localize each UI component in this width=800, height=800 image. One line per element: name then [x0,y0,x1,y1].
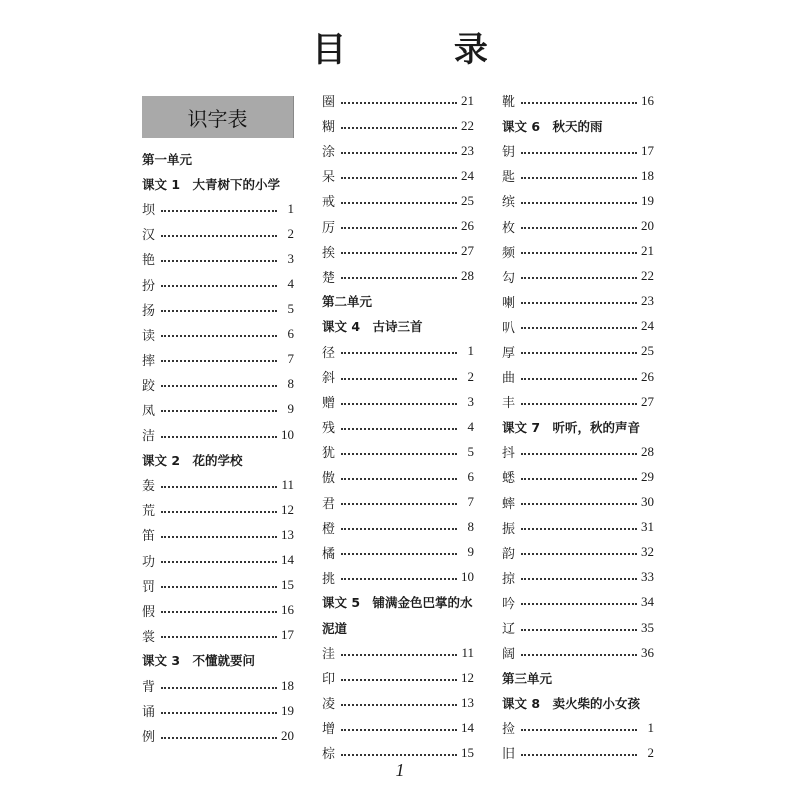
dot-leader [341,453,457,455]
toc-entry-char: 残 [322,421,336,437]
toc-entry-page: 2 [287,225,294,241]
dot-leader [521,277,637,279]
dot-leader [341,202,457,204]
toc-entry-char: 假 [142,604,156,620]
toc-entry-page: 5 [467,443,474,459]
toc-entry-char: 凌 [322,697,336,713]
toc-entry-page: 8 [287,376,294,392]
toc-entry [502,163,654,188]
toc-entry-char: 厉 [322,220,336,236]
toc-entry [502,640,654,665]
toc-entry-char: 橘 [322,546,336,562]
dot-leader [521,528,637,530]
dot-leader [341,378,457,380]
dot-leader [341,352,457,354]
toc-column-1 [142,146,294,748]
dot-leader [161,636,277,638]
toc-entry-page: 20 [281,727,294,743]
toc-entry [142,322,294,347]
toc-entry [142,196,294,221]
toc-heading: 课文 3 不懂就要问 [142,653,256,669]
dot-leader [161,285,277,287]
toc-heading: 课文 4 古诗三首 [322,319,423,335]
toc-entry [142,271,294,296]
toc-entry-char: 抖 [502,446,516,462]
toc-entry-char: 吟 [502,596,516,612]
toc-entry [322,464,474,489]
toc-entry-char: 扮 [142,278,156,294]
dot-leader [161,436,277,438]
toc-entry [502,615,654,640]
dot-leader [521,352,637,354]
toc-entry-char: 曲 [502,371,516,387]
dot-leader [521,503,637,505]
toc-entry-char: 赠 [322,396,336,412]
toc-entry-char: 靴 [502,95,516,111]
dot-leader [521,654,637,656]
toc-entry-page: 2 [647,744,654,760]
toc-entry-page: 28 [641,443,654,459]
page-title: 目 录 [312,30,536,70]
toc-entry-page: 36 [641,644,654,660]
toc-entry-char: 叭 [502,320,516,336]
toc-entry-page: 34 [641,594,654,610]
dot-leader [161,712,277,714]
toc-heading: 泥道 [322,620,348,636]
toc-entry-page: 17 [281,627,294,643]
toc-entry [142,246,294,271]
toc-entry-char: 摔 [142,353,156,369]
toc-entry-page: 19 [281,702,294,718]
toc-entry [502,389,654,414]
toc-entry-page: 21 [461,92,474,108]
dot-leader [521,629,637,631]
dot-leader [341,252,457,254]
toc-entry-page: 1 [467,343,474,359]
toc-entry-char: 辽 [502,622,516,638]
toc-entry [502,540,654,565]
dot-leader [161,360,277,362]
toc-heading: 课文 2 花的学校 [142,452,243,468]
toc-entry [502,289,654,314]
toc-entry-char: 背 [142,680,156,696]
toc-entry-page: 4 [467,418,474,434]
dot-leader [521,202,637,204]
toc-entry-page: 21 [641,243,654,259]
toc-entry-char: 挨 [322,245,336,261]
toc-entry [502,364,654,389]
dot-leader [161,385,277,387]
toc-entry-page: 16 [281,602,294,618]
dot-leader [161,737,277,739]
toc-entry-char: 缤 [502,195,516,211]
toc-entry-char: 糊 [322,120,336,136]
dot-leader [341,679,457,681]
toc-entry-char: 洁 [142,429,156,445]
toc-entry-char: 笛 [142,529,156,545]
toc-entry-page: 33 [641,569,654,585]
toc-entry-char: 荒 [142,504,156,520]
toc-entry-page: 20 [641,218,654,234]
dot-leader [161,536,277,538]
toc-entry-page: 27 [641,393,654,409]
toc-column-3 [502,88,654,766]
toc-entry [502,515,654,540]
dot-leader [341,177,457,179]
toc-entry [142,372,294,397]
dot-leader [521,177,637,179]
dot-leader [521,453,637,455]
toc-entry-char: 旧 [502,747,516,763]
toc-entry [322,715,474,740]
toc-entry [322,339,474,364]
toc-entry [142,598,294,623]
toc-entry [322,565,474,590]
toc-heading: 第三单元 [502,670,553,686]
toc-entry-char: 蟋 [502,471,516,487]
dot-leader [341,754,457,756]
dot-leader [161,611,277,613]
toc-entry-page: 32 [641,544,654,560]
toc-entry [502,314,654,339]
dot-leader [341,127,457,129]
toc-entry-page: 6 [287,326,294,342]
toc-entry-page: 19 [641,192,654,208]
dot-leader [341,403,457,405]
toc-entry-char: 振 [502,521,516,537]
toc-entry-char: 频 [502,245,516,261]
toc-entry-page: 15 [461,744,474,760]
dot-leader [161,260,277,262]
toc-entry [502,490,654,515]
toc-entry-char: 汉 [142,228,156,244]
toc-entry-page: 12 [461,669,474,685]
toc-entry-char: 圈 [322,95,336,111]
toc-entry [502,715,654,740]
toc-entry [142,472,294,497]
dot-leader [341,102,457,104]
toc-entry-char: 戒 [322,195,336,211]
toc-entry-char: 读 [142,328,156,344]
toc-entry [322,213,474,238]
toc-entry-page: 5 [287,301,294,317]
toc-entry [322,88,474,113]
toc-entry [322,640,474,665]
dot-leader [161,210,277,212]
toc-heading: 课文 6 秋天的雨 [502,118,603,134]
toc-entry [322,515,474,540]
toc-entry-char: 傲 [322,471,336,487]
toc-entry [322,113,474,138]
toc-entry-char: 阔 [502,647,516,663]
toc-entry-char: 裳 [142,629,156,645]
dot-leader [521,252,637,254]
toc-entry [502,439,654,464]
toc-entry [502,213,654,238]
toc-entry-page: 26 [461,218,474,234]
toc-entry [142,723,294,748]
toc-entry [142,698,294,723]
dot-leader [161,561,277,563]
toc-entry-page: 29 [641,468,654,484]
toc-entry-page: 3 [287,250,294,266]
toc-entry-char: 钥 [502,145,516,161]
toc-entry [502,464,654,489]
toc-entry-char: 匙 [502,170,516,186]
toc-entry [502,565,654,590]
toc-entry-page: 25 [641,343,654,359]
toc-entry [142,497,294,522]
toc-entry-char: 印 [322,672,336,688]
toc-entry [322,264,474,289]
toc-entry-char: 诵 [142,705,156,721]
toc-entry-page: 9 [287,401,294,417]
toc-entry-char: 犹 [322,446,336,462]
toc-entry [502,88,654,113]
toc-entry-char: 勾 [502,270,516,286]
dot-leader [341,553,457,555]
toc-entry [142,347,294,372]
toc-entry-page: 4 [287,276,294,292]
toc-entry-page: 13 [461,694,474,710]
toc-entry [322,414,474,439]
dot-leader [521,578,637,580]
dot-leader [341,503,457,505]
toc-entry [142,422,294,447]
toc-heading: 第二单元 [322,294,373,310]
toc-entry-char: 厚 [502,345,516,361]
toc-entry-char: 艳 [142,253,156,269]
dot-leader [521,378,637,380]
toc-entry [142,297,294,322]
toc-entry [322,364,474,389]
dot-leader [341,729,457,731]
toc-entry [142,548,294,573]
toc-entry-char: 扬 [142,303,156,319]
toc-entry [142,221,294,246]
section-banner-label: 识字表 [187,106,248,131]
toc-heading: 课文 8 卖火柴的小女孩 [502,695,641,711]
toc-entry-char: 挑 [322,571,336,587]
dot-leader [341,227,457,229]
toc-entry-char: 韵 [502,546,516,562]
toc-entry-char: 喇 [502,295,516,311]
toc-entry-char: 呆 [322,170,336,186]
toc-entry-char: 轰 [142,479,156,495]
toc-entry-page: 3 [467,393,474,409]
toc-entry [322,490,474,515]
toc-entry-char: 坝 [142,203,156,219]
toc-entry-page: 16 [641,92,654,108]
toc-entry-page: 9 [467,544,474,560]
toc-entry [502,339,654,364]
dot-leader [521,102,637,104]
toc-entry [322,540,474,565]
toc-entry-page: 7 [287,351,294,367]
dot-leader [161,310,277,312]
toc-entry-char: 涂 [322,145,336,161]
page-number: 1 [395,760,405,780]
toc-entry [322,163,474,188]
toc-entry-char: 例 [142,730,156,746]
toc-entry [502,590,654,615]
dot-leader [161,486,277,488]
toc-entry [142,673,294,698]
toc-entry [502,239,654,264]
toc-entry-page: 10 [461,569,474,585]
toc-entry-char: 丰 [502,396,516,412]
toc-entry [502,138,654,163]
toc-entry [322,239,474,264]
dot-leader [161,586,277,588]
toc-entry [142,573,294,598]
dot-leader [341,152,457,154]
toc-entry-page: 17 [641,142,654,158]
toc-entry-page: 7 [467,494,474,510]
toc-entry-page: 18 [641,167,654,183]
toc-entry-page: 10 [281,426,294,442]
dot-leader [341,478,457,480]
toc-entry [322,389,474,414]
dot-leader [521,327,637,329]
toc-entry-page: 31 [641,519,654,535]
toc-entry [142,397,294,422]
toc-entry [322,665,474,690]
toc-entry-page: 1 [647,719,654,735]
toc-entry-char: 功 [142,554,156,570]
dot-leader [161,687,277,689]
dot-leader [341,428,457,430]
toc-entry-page: 1 [287,200,294,216]
toc-entry-page: 11 [461,644,474,660]
dot-leader [521,729,637,731]
dot-leader [341,578,457,580]
dot-leader [521,227,637,229]
toc-heading: 第一单元 [142,151,193,167]
toc-entry-char: 橙 [322,521,336,537]
toc-entry-char: 凤 [142,403,156,419]
toc-entry-page: 35 [641,619,654,635]
dot-leader [521,152,637,154]
dot-leader [341,654,457,656]
toc-entry-page: 11 [281,476,294,492]
toc-entry-char: 楚 [322,270,336,286]
toc-entry-char: 跤 [142,378,156,394]
toc-entry-page: 22 [641,268,654,284]
toc-entry-page: 26 [641,368,654,384]
dot-leader [161,511,277,513]
toc-entry-char: 棕 [322,747,336,763]
toc-entry-page: 14 [281,552,294,568]
toc-entry [502,188,654,213]
dot-leader [521,478,637,480]
dot-leader [341,528,457,530]
toc-entry-page: 8 [467,519,474,535]
toc-entry-char: 捡 [502,722,516,738]
toc-entry-page: 30 [641,494,654,510]
toc-entry [322,188,474,213]
toc-entry-char: 径 [322,345,336,361]
toc-entry-char: 斜 [322,371,336,387]
toc-entry-page: 24 [461,167,474,183]
toc-entry-page: 2 [467,368,474,384]
toc-entry-char: 洼 [322,647,336,663]
dot-leader [521,302,637,304]
toc-entry-page: 25 [461,192,474,208]
toc-entry-page: 15 [281,577,294,593]
toc-entry-page: 24 [641,318,654,334]
toc-entry-page: 27 [461,243,474,259]
dot-leader [521,553,637,555]
toc-entry-page: 14 [461,719,474,735]
toc-entry-char: 枚 [502,220,516,236]
toc-heading: 课文 1 大青树下的小学 [142,176,281,192]
dot-leader [341,277,457,279]
toc-entry-char: 增 [322,722,336,738]
toc-entry-page: 13 [281,526,294,542]
toc-entry [322,439,474,464]
toc-entry-page: 28 [461,268,474,284]
toc-entry-char: 蟀 [502,496,516,512]
toc-entry [322,138,474,163]
dot-leader [161,410,277,412]
toc-entry-char: 掠 [502,571,516,587]
toc-heading: 课文 7 听听，秋的声音 [502,419,641,435]
dot-leader [521,754,637,756]
toc-column-2 [322,88,474,766]
toc-entry [142,623,294,648]
toc-entry-page: 6 [467,468,474,484]
toc-entry-char: 罚 [142,579,156,595]
toc-entry [502,264,654,289]
toc-entry-page: 18 [281,677,294,693]
toc-entry-page: 23 [461,142,474,158]
dot-leader [521,603,637,605]
section-banner [142,96,294,138]
toc-entry-char: 君 [322,496,336,512]
toc-entry [322,690,474,715]
dot-leader [161,335,277,337]
dot-leader [341,704,457,706]
toc-entry-page: 22 [461,117,474,133]
dot-leader [521,403,637,405]
dot-leader [161,235,277,237]
toc-entry-page: 23 [641,293,654,309]
toc-heading: 课文 5 铺满金色巴掌的水 [322,595,473,611]
toc-entry [142,522,294,547]
toc-entry-page: 12 [281,501,294,517]
